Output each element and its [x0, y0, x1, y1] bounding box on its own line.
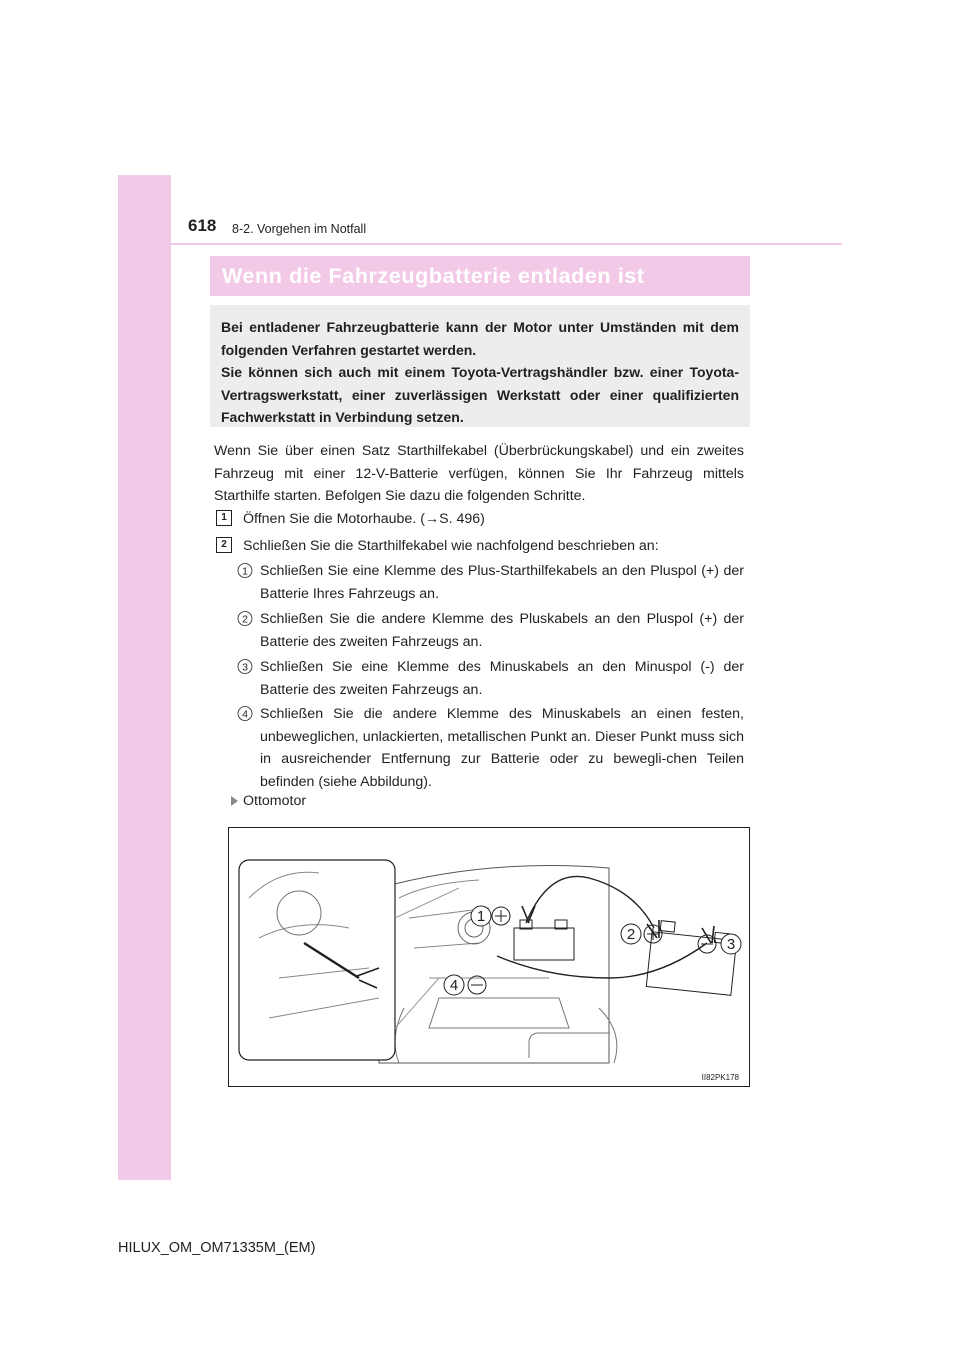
- svg-text:3: 3: [242, 661, 248, 674]
- step-badge-1: 1: [216, 510, 232, 526]
- bullet-arrow-icon: [231, 796, 238, 806]
- intro-text-1: Bei entladener Fahrzeugbatterie kann der Motor unter Umständen mit dem folgenden Verfahren gestartet werden.: [221, 319, 739, 358]
- header-divider: [171, 243, 842, 245]
- svg-text:4: 4: [449, 977, 459, 994]
- step-badge-2: 2: [216, 537, 232, 553]
- substep-text-4: Schließen Sie die andere Klemme des Minuskabels an einen festen, unbeweglichen, unlackierten, metallischen Punkt an. Dieser Punkt muss sich in ausreichender Entfernung zur Batterie oder zu bewegli-chen Teilen befinden (siehe Abbildung).: [260, 706, 744, 790]
- footer-document-code: HILUX_OM_OM71335M_(EM): [118, 1240, 316, 1256]
- section-heading: 8-2. Vorgehen im Notfall: [232, 222, 367, 236]
- substep-number-1: [237, 562, 253, 582]
- svg-text:1: 1: [476, 908, 486, 925]
- bullet-label: Ottomotor: [243, 793, 307, 809]
- side-tab-band: [118, 175, 171, 1180]
- substep-number-4: [237, 705, 253, 725]
- svg-text:1: 1: [242, 565, 248, 578]
- substep-text-2: Schließen Sie die andere Klemme des Pluskabels an den Pluspol (+) der Batterie des zweiten Fahrzeugs an.: [260, 611, 744, 650]
- illustration-drawing: [229, 828, 750, 1087]
- page-number: 618: [188, 216, 217, 235]
- svg-text:2: 2: [242, 613, 248, 626]
- step-text-2: Schließen Sie die Starthilfekabel wie nachfolgend beschrieben an:: [243, 538, 659, 554]
- svg-text:II82PK178: II82PK178: [701, 1073, 739, 1082]
- page-title: Wenn die Fahrzeugbatterie entladen ist: [210, 256, 750, 296]
- substep-number-3: [237, 658, 253, 678]
- jump-start-illustration: [228, 827, 750, 1087]
- intro-text-2: Sie können sich auch mit einem Toyota-Vertragshändler bzw. einer Toyota-Vertragswerkstatt, einer zuverlässigen Werkstatt oder einer qualifizierten Fachwerkstatt in Verbindung setzen.: [221, 364, 739, 425]
- substep-text-3: Schließen Sie eine Klemme des Minuskabels an den Minuspol (-) der Batterie des zweiten Fahrzeugs an.: [260, 659, 744, 698]
- body-paragraph: Wenn Sie über einen Satz Starthilfekabel (Überbrückungskabel) und ein zweites Fahrzeug mit einer 12-V-Batterie verfügen, können Sie Ihr Fahrzeug mittels Starthilfe starten. Befolgen Sie dazu die folgenden Schritte.: [214, 443, 744, 504]
- step-text-1: Öffnen Sie die Motorhaube. (→S. 496): [243, 511, 485, 527]
- substep-number-2: [237, 610, 253, 630]
- intro-box: [210, 305, 750, 427]
- svg-text:2: 2: [626, 926, 636, 943]
- svg-text:3: 3: [726, 936, 736, 953]
- svg-text:4: 4: [242, 708, 248, 721]
- substep-text-1: Schließen Sie eine Klemme des Plus-Starthilfekabels an den Pluspol (+) der Batterie Ihres Fahrzeugs an.: [260, 563, 744, 602]
